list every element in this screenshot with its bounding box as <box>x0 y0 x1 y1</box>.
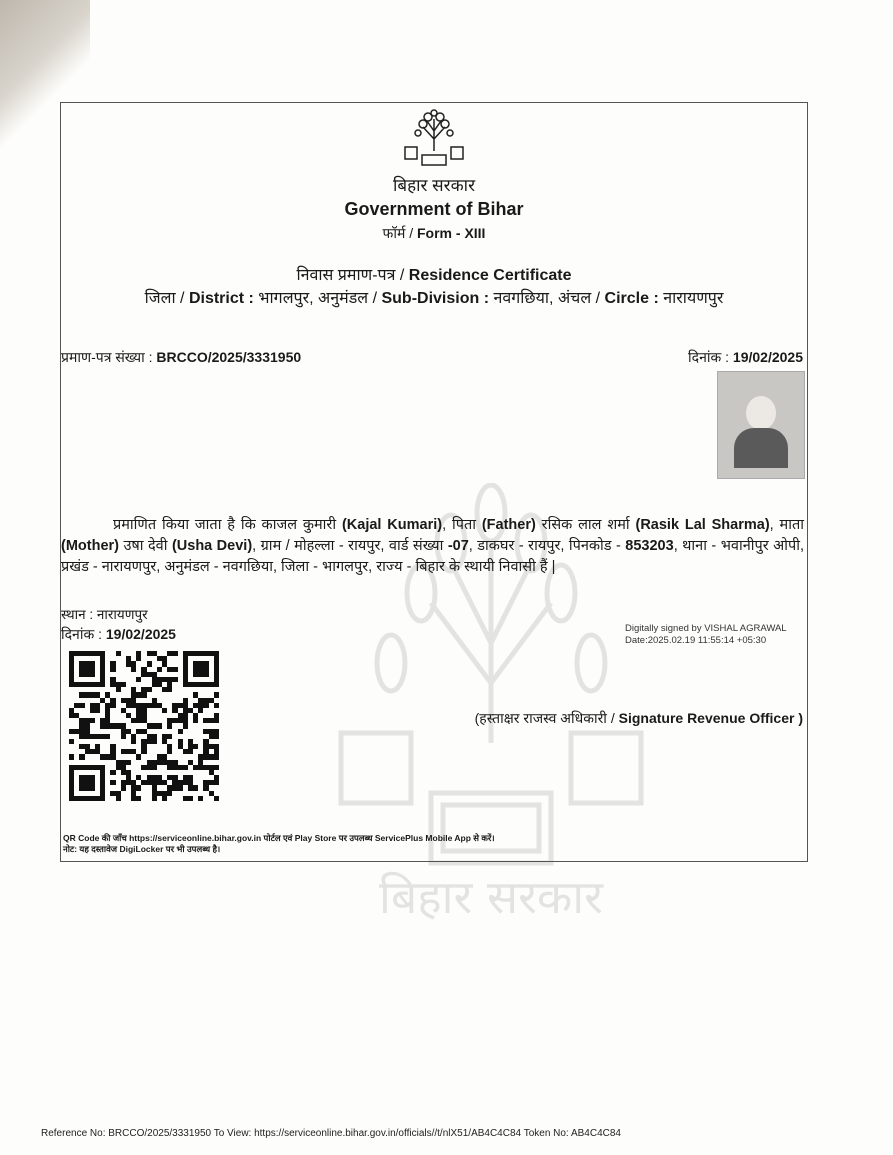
form-english: Form - XIII <box>417 225 486 241</box>
certificate-number-label: प्रमाण-पत्र संख्या : <box>61 349 157 365</box>
location-line-segment: नारायणपुर <box>658 290 724 307</box>
title-english: Residence Certificate <box>408 267 572 284</box>
body-segment: , ग्राम / मोहल्ला - रायपुर, वार्ड संख्या <box>252 538 448 554</box>
svg-text:बिहार सरकार: बिहार सरकार <box>379 870 603 923</box>
place-value: नारायणपुर <box>96 607 148 622</box>
place-date-value: 19/02/2025 <box>105 626 176 642</box>
signatory-hindi: (हस्ताक्षर राजस्व अधिकारी / <box>474 710 619 726</box>
certificate-frame <box>60 102 808 923</box>
location-line-segment: नवगछिया, अंचल / <box>489 290 605 307</box>
place <box>61 605 148 623</box>
footer-reference: Reference No: BRCCO/2025/3331950 To View: https://serviceonline.bihar.gov.in/officials//t/nlX51/AB4C4C84 Token No: AB4C4C84 <box>41 1128 621 1139</box>
qr-code <box>69 651 219 801</box>
title-hindi: निवास प्रमाण-पत्र / <box>296 267 409 284</box>
location-line-segment: भागलपुर, अनुमंडल / <box>253 290 382 307</box>
govt-hindi: बिहार सरकार <box>392 176 476 195</box>
body-segment: , माता <box>769 517 804 533</box>
location-line-segment: जिला / <box>144 290 189 307</box>
qr-module <box>214 796 219 801</box>
location-line-segment: Sub-Division : <box>381 290 490 307</box>
body-segment: , डाकघर - रायपुर, पिनकोड - <box>468 538 626 554</box>
certificate-number-value: BRCCO/2025/3331950 <box>156 349 302 365</box>
body-segment: (Rasik Lal Sharma) <box>635 517 770 533</box>
place-date <box>61 625 176 644</box>
signatory-english: Signature Revenue Officer ) <box>618 710 803 726</box>
body-segment: उषा देवी <box>119 538 172 554</box>
certificate-body <box>61 515 804 578</box>
location-line-segment: Circle : <box>604 290 659 307</box>
body-segment: (Kajal Kumari) <box>341 517 443 533</box>
form-number <box>61 224 807 243</box>
certificate-title <box>61 263 807 285</box>
issue-date-label: दिनांक : <box>688 349 733 365</box>
form-hindi: फॉर्म / <box>382 225 417 241</box>
signed-date: Date:2025.02.19 11:55:14 +05:30 <box>625 635 767 646</box>
body-segment: प्रमाणित किया जाता है कि काजल कुमारी <box>113 517 342 533</box>
issue-date <box>688 348 803 367</box>
body-segment: , पिता <box>442 517 482 533</box>
place-label: स्थान : <box>61 607 97 622</box>
govt-english: Government of Bihar <box>344 199 524 219</box>
certificate-number <box>61 348 301 367</box>
body-segment: (Mother) <box>61 538 119 554</box>
body-segment: -07 <box>447 538 469 554</box>
qr-note: QR Code की जाँच https://serviceonline.bihar.gov.in पोर्टल एवं Play Store पर उपलब्ध ServicePlus Mobile App से करें। <box>63 833 495 843</box>
body-segment: (Father) <box>481 517 536 533</box>
emblem-icon <box>403 109 465 167</box>
location-line-segment: District : <box>188 290 254 307</box>
applicant-photo <box>717 371 805 479</box>
issue-date-value: 19/02/2025 <box>732 349 803 365</box>
notes <box>63 833 495 855</box>
body-segment: , थाना - भवानीपुर ओपी, प्रखंड - नारायणपुर, अनुमंडल - नवगछिया, जिला - भागलपुर, राज्य - बिहार के स्थायी निवासी हैं | <box>61 538 804 575</box>
signatory <box>475 709 803 728</box>
digilocker-note: नोट: यह दस्तावेज DigiLocker पर भी उपलब्ध है। <box>63 844 221 854</box>
body-segment: रसिक लाल शर्मा <box>535 517 636 533</box>
location-line <box>61 286 807 308</box>
signed-by: Digitally signed by VISHAL AGRAWAL <box>625 623 787 634</box>
place-date-label: दिनांक : <box>61 626 106 642</box>
body-segment: 853203 <box>625 538 674 554</box>
body-segment: (Usha Devi) <box>171 538 253 554</box>
digital-signature <box>625 623 787 647</box>
